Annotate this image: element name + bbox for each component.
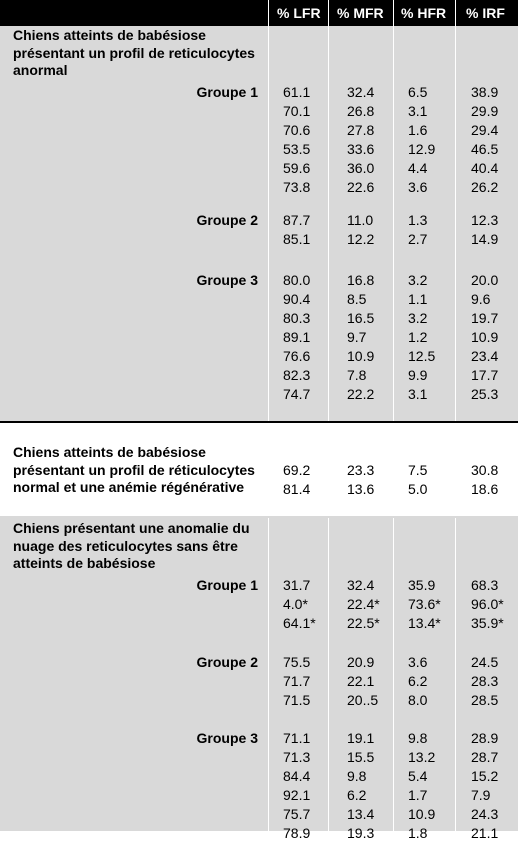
- header-divider: [393, 0, 394, 26]
- table-cell: 7.5: [408, 462, 428, 478]
- table-cell: 32.4: [347, 84, 375, 100]
- table-cell: 68.3: [471, 577, 499, 593]
- table-cell: 76.6: [283, 348, 311, 364]
- table-cell: 6.2: [347, 787, 367, 803]
- header-lfr: % LFR: [277, 5, 321, 21]
- table-cell: 28.5: [471, 692, 499, 708]
- table-cell: 80.0: [283, 272, 311, 288]
- table-cell: 80.3: [283, 310, 311, 326]
- header-irf: % IRF: [466, 5, 505, 21]
- table-cell: 28.3: [471, 673, 499, 689]
- table-cell: 29.9: [471, 103, 499, 119]
- table-cell: 96.0*: [471, 596, 504, 612]
- table-cell: 24.3: [471, 806, 499, 822]
- group-label: Groupe 2: [196, 212, 258, 228]
- table-cell: 6.2: [408, 673, 428, 689]
- table-cell: 18.6: [471, 481, 499, 497]
- table-cell: 12.5: [408, 348, 436, 364]
- column-divider: [393, 518, 394, 831]
- section-2-title-line: présentant un profil de réticulocytes: [13, 461, 255, 478]
- table-cell: 6.5: [408, 84, 428, 100]
- group-label: Groupe 2: [196, 654, 258, 670]
- table-cell: 27.8: [347, 122, 375, 138]
- table-cell: 29.4: [471, 122, 499, 138]
- section-2-title-line: normal et une anémie régénérative: [13, 479, 245, 495]
- table-cell: 1.2: [408, 329, 428, 345]
- table-cell: 71.1: [283, 730, 311, 746]
- table-cell: 23.3: [347, 462, 375, 478]
- group-label: Groupe 3: [196, 272, 258, 288]
- header-mfr: % MFR: [337, 5, 384, 21]
- table-cell: 84.4: [283, 768, 311, 784]
- table-cell: 53.5: [283, 141, 311, 157]
- table-cell: 3.1: [408, 103, 428, 119]
- section-2-title-line: Chiens atteints de babésiose: [13, 444, 206, 460]
- table-cell: 4.4: [408, 160, 428, 176]
- table-cell: 20.9: [347, 654, 375, 670]
- table-cell: 10.9: [471, 329, 499, 345]
- section-3-title-line: atteints de babésiose: [13, 555, 156, 571]
- table-cell: 13.6: [347, 481, 375, 497]
- table-cell: 1.8: [408, 825, 428, 841]
- table-cell: 3.2: [408, 272, 428, 288]
- table-cell: 26.2: [471, 179, 499, 195]
- table-cell: 82.3: [283, 367, 311, 383]
- table-cell: 22.5*: [347, 615, 380, 631]
- table-cell: 36.0: [347, 160, 375, 176]
- table-cell: 14.9: [471, 231, 499, 247]
- table-cell: 71.5: [283, 692, 311, 708]
- table-cell: 5.0: [408, 481, 428, 497]
- table-cell: 73.8: [283, 179, 311, 195]
- table-cell: 26.8: [347, 103, 375, 119]
- section-3-title-line: nuage des reticulocytes sans être: [13, 537, 238, 554]
- header-divider: [455, 0, 456, 26]
- table-cell: 28.7: [471, 749, 499, 765]
- table-cell: 30.8: [471, 462, 499, 478]
- table-cell: 7.8: [347, 367, 367, 383]
- table-cell: 4.0*: [283, 596, 308, 612]
- group-label: Groupe 1: [196, 84, 258, 100]
- table-cell: 89.1: [283, 329, 311, 345]
- table-cell: 70.1: [283, 103, 311, 119]
- table-cell: 74.7: [283, 386, 311, 402]
- section-3-title-line: Chiens présentant une anomalie du: [13, 520, 250, 536]
- table-cell: 71.3: [283, 749, 311, 765]
- table-cell: 3.2: [408, 310, 428, 326]
- table-cell: 3.1: [408, 386, 428, 402]
- table-cell: 13.2: [408, 749, 436, 765]
- table-cell: 9.8: [347, 768, 367, 784]
- table-cell: 1.6: [408, 122, 428, 138]
- group-label: Groupe 1: [196, 577, 258, 593]
- table-cell: 22.1: [347, 673, 375, 689]
- table-cell: 40.4: [471, 160, 499, 176]
- table-cell: 16.8: [347, 272, 375, 288]
- table-cell: 61.1: [283, 84, 311, 100]
- table-cell: 23.4: [471, 348, 499, 364]
- table-cell: 13.4: [347, 806, 375, 822]
- table-cell: 92.1: [283, 787, 311, 803]
- table-cell: 35.9: [408, 577, 436, 593]
- table-cell: 12.9: [408, 141, 436, 157]
- table-cell: 71.7: [283, 673, 311, 689]
- column-divider: [455, 26, 456, 421]
- table-cell: 16.5: [347, 310, 375, 326]
- table-cell: 7.9: [471, 787, 491, 803]
- table-cell: 28.9: [471, 730, 499, 746]
- table-cell: 33.6: [347, 141, 375, 157]
- section-1-title-line: anormal: [13, 62, 68, 78]
- table-cell: 5.4: [408, 768, 428, 784]
- table-cell: 20..5: [347, 692, 379, 708]
- table-cell: 25.3: [471, 386, 499, 402]
- table-cell: 17.7: [471, 367, 499, 383]
- table-cell: 35.9*: [471, 615, 504, 631]
- table-cell: 70.6: [283, 122, 311, 138]
- table-cell: 31.7: [283, 577, 311, 593]
- table-cell: 8.5: [347, 291, 367, 307]
- table-cell: 46.5: [471, 141, 499, 157]
- section-1-title-line: présentant un profil de reticulocytes: [13, 44, 255, 61]
- table-cell: 87.7: [283, 212, 311, 228]
- table-cell: 69.2: [283, 462, 311, 478]
- column-divider: [328, 26, 329, 421]
- table-cell: 73.6*: [408, 596, 441, 612]
- table-cell: 11.0: [347, 212, 374, 228]
- table-cell: 64.1*: [283, 615, 316, 631]
- table-cell: 9.6: [471, 291, 491, 307]
- table-cell: 15.2: [471, 768, 499, 784]
- table-cell: 75.5: [283, 654, 311, 670]
- header-divider: [328, 0, 329, 26]
- column-divider: [328, 518, 329, 831]
- table-cell: 75.7: [283, 806, 311, 822]
- header-hfr: % HFR: [401, 5, 447, 21]
- table-cell: 22.4*: [347, 596, 380, 612]
- column-divider: [268, 518, 269, 831]
- table-cell: 3.6: [408, 654, 428, 670]
- section-2-title: [13, 444, 255, 497]
- table-cell: 22.2: [347, 386, 375, 402]
- header-divider: [268, 0, 269, 26]
- table-cell: 12.3: [471, 212, 499, 228]
- table-cell: 1.3: [408, 212, 428, 228]
- table-cell: 22.6: [347, 179, 375, 195]
- column-divider: [268, 26, 269, 421]
- section-1-title-line: Chiens atteints de babésiose: [13, 27, 206, 43]
- table-cell: 9.7: [347, 329, 367, 345]
- table-cell: 8.0: [408, 692, 428, 708]
- table-cell: 9.8: [408, 730, 428, 746]
- table-cell: 2.7: [408, 231, 428, 247]
- table-cell: 1.7: [408, 787, 428, 803]
- table-cell: 32.4: [347, 577, 375, 593]
- table-cell: 19.3: [347, 825, 375, 841]
- table-cell: 3.6: [408, 179, 428, 195]
- table-cell: 24.5: [471, 654, 499, 670]
- table-cell: 19.1: [347, 730, 375, 746]
- table-header: [0, 0, 518, 26]
- table-cell: 21.1: [471, 825, 499, 841]
- table-cell: 59.6: [283, 160, 311, 176]
- table-cell: 15.5: [347, 749, 375, 765]
- table-cell: 78.9: [283, 825, 311, 841]
- table-cell: 38.9: [471, 84, 499, 100]
- table-cell: 13.4*: [408, 615, 441, 631]
- table-cell: 12.2: [347, 231, 375, 247]
- section-1-title: [13, 27, 255, 80]
- table-cell: 90.4: [283, 291, 311, 307]
- table-cell: 10.9: [408, 806, 436, 822]
- table-cell: 20.0: [471, 272, 499, 288]
- table-cell: 10.9: [347, 348, 375, 364]
- section-3-title: [13, 520, 250, 573]
- table-cell: 9.9: [408, 367, 428, 383]
- table-cell: 19.7: [471, 310, 499, 326]
- column-divider: [393, 26, 394, 421]
- table-cell: 85.1: [283, 231, 311, 247]
- table-cell: 81.4: [283, 481, 311, 497]
- table-cell: 1.1: [408, 291, 428, 307]
- column-divider: [455, 518, 456, 831]
- group-label: Groupe 3: [196, 730, 258, 746]
